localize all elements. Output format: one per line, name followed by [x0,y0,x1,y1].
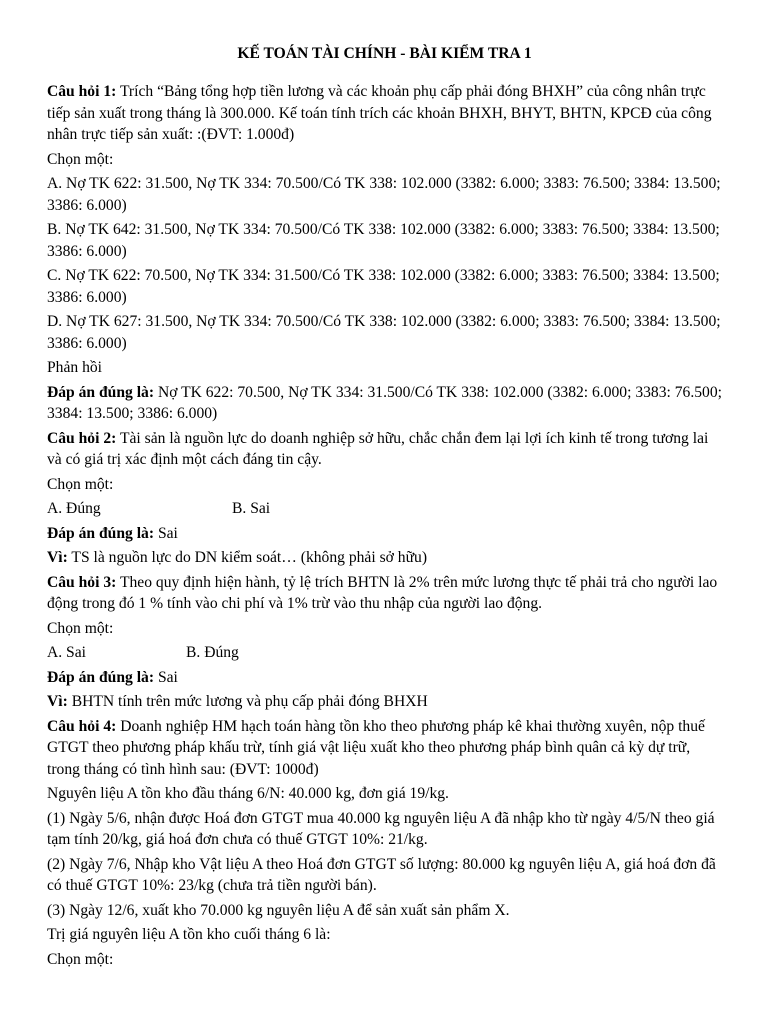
question-3-option-b[interactable]: B. Đúng [186,644,239,661]
answer-label: Đáp án đúng là: [47,668,155,686]
question-1-option-d[interactable]: D. Nợ TK 627: 31.500, Nợ TK 334: 70.500/Có TK 338: 102.000 (3382: 6.000; 3383: 76.500; 3384: 13.500; 3386: 6.000) [47,313,721,352]
question-2-answer-text: Sai [157,524,178,542]
question-1 [47,81,722,146]
question-3 [47,572,722,615]
answer-label: Đáp án đúng là: [47,383,155,401]
question-1-choose: Chọn một: [47,150,114,168]
question-2-option-b[interactable]: B. Sai [232,500,271,517]
question-4-text: Doanh nghiệp HM hạch toán hàng tồn kho theo phương pháp kê khai thường xuyên, nộp thuế GTGT theo phương pháp khấu trừ, tính giá vật liệu xuất kho theo phương pháp bình quân cả kỳ dự trữ, trong tháng có tình hình sau: (ĐVT: 1000đ) [47,717,705,778]
question-1-option-c[interactable]: C. Nợ TK 622: 70.500, Nợ TK 334: 31.500/Có TK 338: 102.000 (3382: 6.000; 3383: 76.500; 3384: 13.500; 3386: 6.000) [47,267,720,306]
reason-label: Vì: [47,693,68,710]
answer-label: Đáp án đúng là: [47,524,155,542]
question-1-answer-text: Nợ TK 622: 70.500, Nợ TK 334: 31.500/Có TK 338: 102.000 (3382: 6.000; 3383: 76.500; 3384: 13.500; 3386: 6.000) [47,383,722,422]
question-4-line-1: (1) Ngày 5/6, nhận được Hoá đơn GTGT mua 40.000 kg nguyên liệu A đã nhập kho từ ngày 4/5/N theo giá tạm tính 20/kg, giá hoá đơn chưa có thuế GTGT 10%: 21/kg. [47,809,715,848]
question-1-feedback: Phản hồi [47,359,103,376]
reason-label: Vì: [47,549,68,566]
question-2-choose: Chọn một: [47,475,114,493]
question-3-label: Câu hỏi 3: [47,573,117,591]
question-3-reason-text: BHTN tính trên mức lương và phụ cấp phải đóng BHXH [71,693,428,710]
question-3-answer-text: Sai [157,668,178,686]
question-2 [47,428,722,471]
question-2-reason [47,547,722,569]
question-2-option-a[interactable]: A. Đúng [47,500,101,517]
question-3-text: Theo quy định hiện hành, tỷ lệ trích BHTN là 2% trên mức lương thực tế phải trả cho người lao động trong đó 1 % tính vào chi phí và 1% trừ vào thu nhập của người lao động. [47,573,718,612]
question-4-choose: Chọn một: [47,950,114,968]
question-4-line-4: Trị giá nguyên liệu A tồn kho cuối tháng 6 là: [47,926,331,943]
question-4-line-0: Nguyên liệu A tồn kho đầu tháng 6/N: 40.000 kg, đơn giá 19/kg. [47,785,449,802]
question-3-choose: Chọn một: [47,619,114,637]
question-3-answer [47,667,722,689]
question-2-label: Câu hỏi 2: [47,429,117,447]
question-2-text: Tài sản là nguồn lực do doanh nghiệp sở hữu, chắc chắn đem lại lợi ích kinh tế trong tương lai và có giá trị xác định một cách đáng tin cậy. [47,429,709,468]
document-title: KẾ TOÁN TÀI CHÍNH - BÀI KIỂM TRA 1 [237,45,532,62]
question-4-line-3: (3) Ngày 12/6, xuất kho 70.000 kg nguyên liệu A để sản xuất sản phẩm X. [47,901,510,919]
question-4-line-2: (2) Ngày 7/6, Nhập kho Vật liệu A theo Hoá đơn GTGT số lượng: 80.000 kg nguyên liệu A, giá hoá đơn đã có thuế GTGT 10%: 23/kg (chưa trả tiền người bán). [47,855,716,894]
question-4-label: Câu hỏi 4: [47,717,117,735]
question-1-option-a[interactable]: A. Nợ TK 622: 31.500, Nợ TK 334: 70.500/Có TK 338: 102.000 (3382: 6.000; 3383: 76.500; 3384: 13.500; 3386: 6.000) [47,175,721,214]
question-1-label: Câu hỏi 1: [47,83,117,100]
question-2-answer [47,523,722,545]
question-1-text: Trích “Bảng tổng hợp tiền lương và các khoản phụ cấp phải đóng BHXH” của công nhân trực tiếp sản xuất trong tháng là 300.000. Kế toán tính trích các khoản BHXH, BHYT, BHTN, KPCĐ của công nhân trực tiếp sản xuất: :(ĐVT: 1.000đ) [47,83,712,143]
question-2-options [47,498,722,520]
question-1-answer [47,382,722,425]
question-1-option-b[interactable]: B. Nợ TK 642: 31.500, Nợ TK 334: 70.500/Có TK 338: 102.000 (3382: 6.000; 3383: 76.500; 3384: 13.500; 3386: 6.000) [47,221,720,260]
question-3-option-a[interactable]: A. Sai [47,644,86,661]
question-4 [47,716,722,781]
question-2-reason-text: TS là nguồn lực do DN kiểm soát… (không phải sở hữu) [71,549,428,566]
question-3-reason [47,691,722,713]
question-3-options [47,642,722,664]
